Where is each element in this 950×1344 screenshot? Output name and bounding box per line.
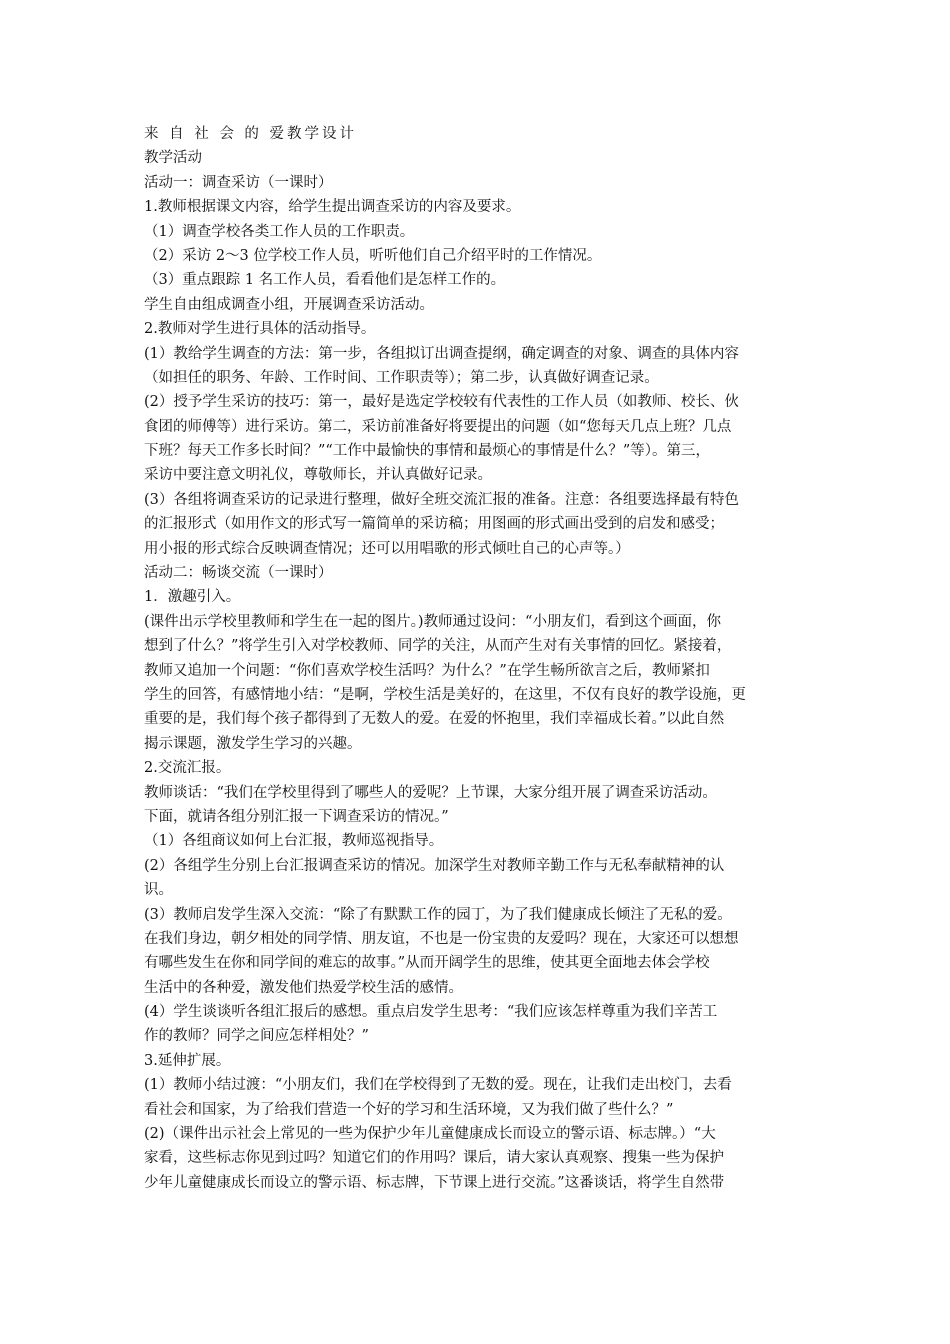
text-line: 1.教师根据课文内容，给学生提出调查采访的内容及要求。 bbox=[144, 199, 521, 216]
text-line: 家看，这些标志你见到过吗？知道它们的作用吗？课后，请大家认真观察、搜集一些为保护 bbox=[144, 1150, 724, 1167]
text-line: (2）授予学生采访的技巧：第一，最好是选定学校较有代表性的工作人员（如教师、校长、伙 bbox=[144, 394, 739, 411]
text-line: (1）教师小结过渡：“小朋友们，我们在学校得到了无数的爱。现在，让我们走出校门，去看 bbox=[144, 1077, 732, 1094]
text-line: (3）教师启发学生深入交流：“除了有默默工作的园丁，为了我们健康成长倾注了无私的爱。 bbox=[144, 906, 732, 923]
text-line: (2)（课件出示社会上常见的一些为保护少年儿童健康成长而设立的警示语、标志牌。）“大 bbox=[144, 1126, 716, 1143]
text-line: （3）重点跟踪 1 名工作人员，看看他们是怎样工作的。 bbox=[144, 272, 506, 289]
document-body bbox=[144, 122, 812, 1195]
text-line: 用小报的形式综合反映调查情况；还可以用唱歌的形式倾吐自己的心声等。） bbox=[144, 540, 630, 557]
text-line: （1）调查学校各类工作人员的工作职责。 bbox=[144, 223, 415, 240]
text-line: 少年儿童健康成长而设立的警示语、标志牌，下节课上进行交流。”这番谈话，将学生自然带 bbox=[144, 1174, 725, 1191]
text-line: 识。 bbox=[144, 882, 173, 899]
text-line: 作的教师？同学之间应怎样相处？” bbox=[144, 1028, 369, 1045]
text-line: 生活中的各种爱，激发他们热爱学校生活的感情。 bbox=[144, 979, 463, 996]
text-line: 看社会和国家，为了给我们营造一个好的学习和生活环境，又为我们做了些什么？” bbox=[144, 1101, 674, 1118]
text-line: （2）采访 2～3 位学校工作人员，听听他们自己介绍平时的工作情况。 bbox=[144, 247, 602, 264]
text-line: 下班？每天工作多长时间？”“工作中最愉快的事情和最烦心的事情是什么？”等）。第三， bbox=[144, 443, 710, 460]
text-line: 食团的师傅等）进行采访。第二，采访前准备好将要提出的问题（如“您每天几点上班？几点 bbox=[144, 418, 732, 435]
text-line: 教师又追加一个问题：“你们喜欢学校生活吗？为什么？”在学生畅所欲言之后，教师紧扣 bbox=[144, 662, 710, 679]
document-title: 来 自 社 会 的 爱教学设计 bbox=[144, 126, 358, 142]
text-line: 1．激趣引入。 bbox=[144, 589, 241, 606]
text-line: 教师谈话：“我们在学校里得到了哪些人的爱呢？上节课，大家分组开展了调查采访活动。 bbox=[144, 784, 717, 801]
text-line: 揭示课题，激发学生学习的兴趣。 bbox=[144, 735, 362, 752]
activity-heading: 活动二：畅谈交流（一课时） bbox=[144, 565, 333, 582]
text-line: 学生的回答，有感情地小结：“是啊，学校生活是美好的，在这里，不仅有良好的教学设施，更 bbox=[144, 686, 746, 703]
text-line: (2）各组学生分别上台汇报调查采访的情况。加深学生对教师辛勤工作与无私奉献精神的认 bbox=[144, 857, 725, 874]
text-line: 3.延伸扩展。 bbox=[144, 1052, 231, 1069]
text-line: (4）学生谈谈听各组汇报后的感想。重点启发学生思考：“我们应该怎样尊重为我们辛苦工 bbox=[144, 1004, 718, 1021]
text-line: 采访中要注意文明礼仪，尊敬师长，并认真做好记录。 bbox=[144, 467, 492, 484]
text-line: （如担任的职务、年龄、工作时间、工作职责等）；第二步，认真做好调查记录。 bbox=[144, 369, 659, 386]
text-line: （1）各组商议如何上台汇报，教师巡视指导。 bbox=[144, 833, 444, 850]
text-line: 在我们身边，朝夕相处的同学情、朋友谊，不也是一份宝贵的友爱吗？现在，大家还可以想想 bbox=[144, 930, 739, 947]
text-line: 的汇报形式（如用作文的形式写一篇简单的采访稿；用图画的形式画出受到的启发和感受； bbox=[144, 516, 724, 533]
text-line: 2.交流汇报。 bbox=[144, 760, 231, 777]
text-line: 学生自由组成调查小组，开展调查采访活动。 bbox=[144, 296, 434, 313]
text-line: (1）教给学生调查的方法：第一步，各组拟订出调查提纲，确定调查的对象、调查的具体内容 bbox=[144, 345, 739, 362]
text-line: (课件出示学校里教师和学生在一起的图片。)教师通过设问：“小朋友们，看到这个画面，你 bbox=[144, 613, 721, 630]
section-heading: 教学活动 bbox=[144, 150, 202, 167]
text-line: (3）各组将调查采访的记录进行整理，做好全班交流汇报的准备。注意：各组要选择最有特色 bbox=[144, 491, 739, 508]
text-line: 重要的是，我们每个孩子都得到了无数人的爱。在爱的怀抱里，我们幸福成长着。”以此自然 bbox=[144, 711, 725, 728]
activity-heading: 活动一：调查采访（一课时） bbox=[144, 174, 333, 191]
text-line: 下面，就请各组分别汇报一下调查采访的情况。” bbox=[144, 808, 449, 825]
text-line: 有哪些发生在你和同学间的难忘的故事。”从而开阔学生的思维，使其更全面地去体会学校 bbox=[144, 955, 710, 972]
text-line: 2.教师对学生进行具体的活动指导。 bbox=[144, 321, 376, 338]
text-line: 想到了什么？”将学生引入对学校教师、同学的关注，从而产生对有关事情的回忆。紧接着， bbox=[144, 638, 732, 655]
